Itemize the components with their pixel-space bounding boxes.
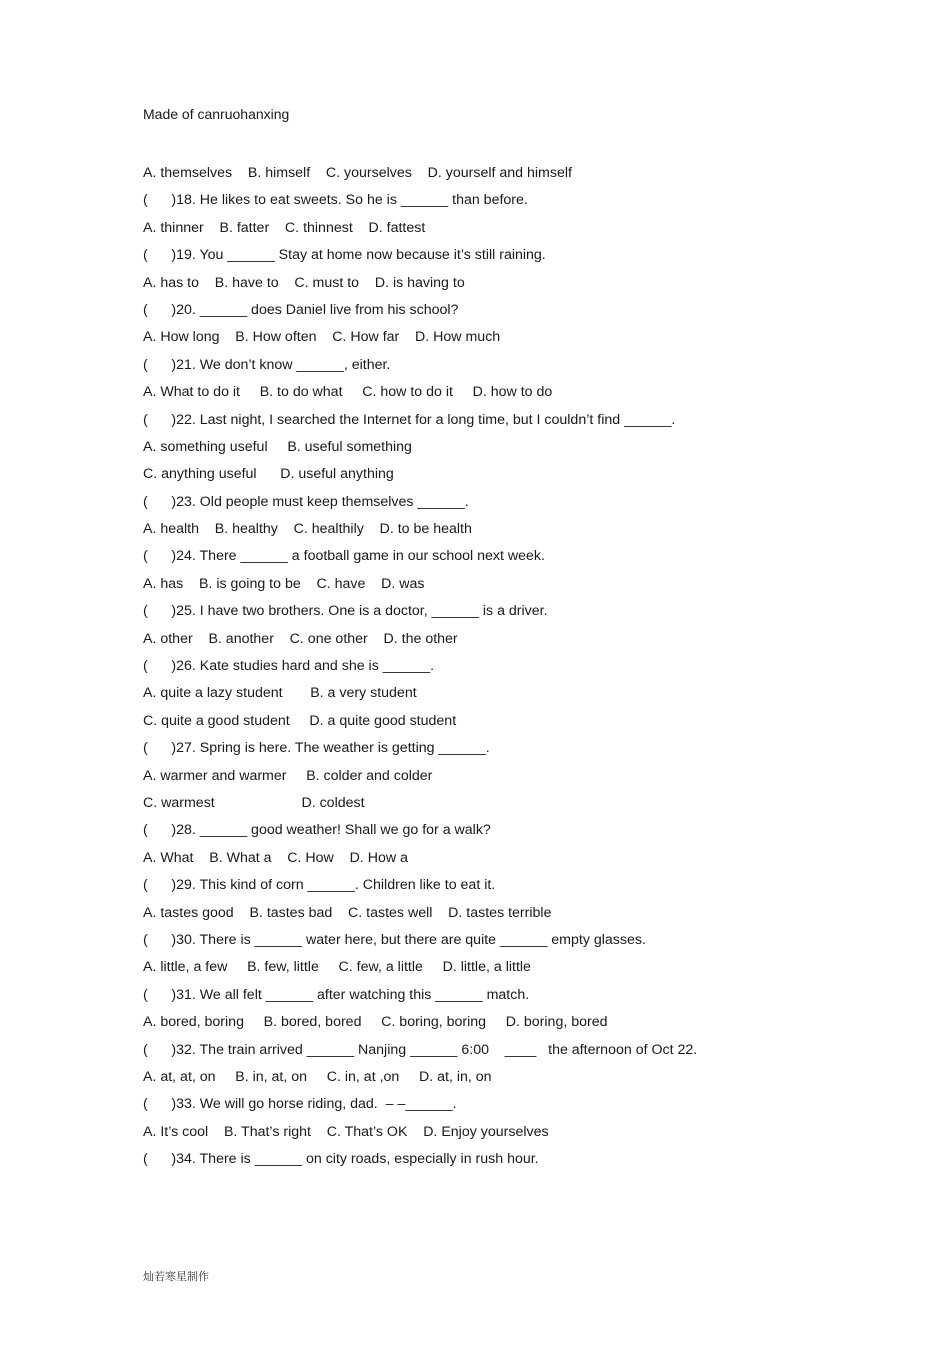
- question-line: A. thinner B. fatter C. thinnest D. fattest: [143, 219, 426, 236]
- question-line: ( )24. There ______ a football game in our school next week.: [143, 548, 545, 565]
- question-line: ( )32. The train arrived ______ Nanjing ______ 6:00 ____ the afternoon of Oct 22.: [143, 1041, 698, 1058]
- question-line: ( )18. He likes to eat sweets. So he is ______ than before.: [143, 192, 528, 209]
- question-line: ( )23. Old people must keep themselves ______.: [143, 493, 469, 510]
- question-line: A. other B. another C. one other D. the other: [143, 630, 458, 647]
- question-line: A. something useful B. useful something: [143, 438, 412, 455]
- question-line: A. What to do it B. to do what C. how to do it D. how to do: [143, 384, 553, 401]
- question-line: A. has to B. have to C. must to D. is having to: [143, 274, 465, 291]
- question-line: A. warmer and warmer B. colder and colder: [143, 767, 433, 784]
- question-line: A. How long B. How often C. How far D. How much: [143, 329, 501, 346]
- question-line: ( )27. Spring is here. The weather is getting ______.: [143, 740, 490, 757]
- question-line: ( )22. Last night, I searched the Internet for a long time, but I couldn’t find ______.: [143, 411, 676, 428]
- question-line: A. bored, boring B. bored, bored C. boring, boring D. boring, bored: [143, 1014, 608, 1031]
- question-line: A. has B. is going to be C. have D. was: [143, 575, 425, 592]
- question-line: A. at, at, on B. in, at, on C. in, at ,on D. at, in, on: [143, 1068, 492, 1085]
- question-line: ( )34. There is ______ on city roads, especially in rush hour.: [143, 1151, 539, 1168]
- question-line: ( )29. This kind of corn ______. Children like to eat it.: [143, 877, 496, 894]
- question-line: A. health B. healthy C. healthily D. to be health: [143, 521, 472, 538]
- question-line: ( )30. There is ______ water here, but there are quite ______ empty glasses.: [143, 931, 646, 948]
- question-line: A. It’s cool B. That’s right C. That’s OK D. Enjoy yourselves: [143, 1123, 549, 1140]
- question-line: ( )21. We don’t know ______, either.: [143, 356, 391, 373]
- question-line: ( )19. You ______ Stay at home now because it’s still raining.: [143, 247, 546, 264]
- question-line: ( )31. We all felt ______ after watching this ______ match.: [143, 986, 530, 1003]
- question-line: C. quite a good student D. a quite good student: [143, 712, 457, 729]
- question-line: C. warmest D. coldest: [143, 794, 365, 811]
- question-line: A. little, a few B. few, little C. few, a little D. little, a little: [143, 959, 531, 976]
- question-line: ( )33. We will go horse riding, dad. – –______.: [143, 1096, 457, 1113]
- question-line: A. quite a lazy student B. a very student: [143, 685, 417, 702]
- question-line: C. anything useful D. useful anything: [143, 466, 394, 483]
- question-line: ( )28. ______ good weather! Shall we go for a walk?: [143, 822, 491, 839]
- question-line: A. themselves B. himself C. yourselves D. yourself and himself: [143, 165, 572, 181]
- question-line: A. tastes good B. tastes bad C. tastes well D. tastes terrible: [143, 904, 552, 921]
- question-line: ( )26. Kate studies hard and she is ______.: [143, 658, 435, 675]
- question-line: ( )25. I have two brothers. One is a doctor, ______ is a driver.: [143, 603, 548, 620]
- exercise-list: [143, 163, 863, 1176]
- page-header: Made of canruohanxing: [143, 106, 290, 122]
- question-line: ( )20. ______ does Daniel live from his school?: [143, 301, 459, 318]
- page-footer: 灿若寒星制作: [143, 1270, 209, 1283]
- question-line: A. What B. What a C. How D. How a: [143, 849, 408, 866]
